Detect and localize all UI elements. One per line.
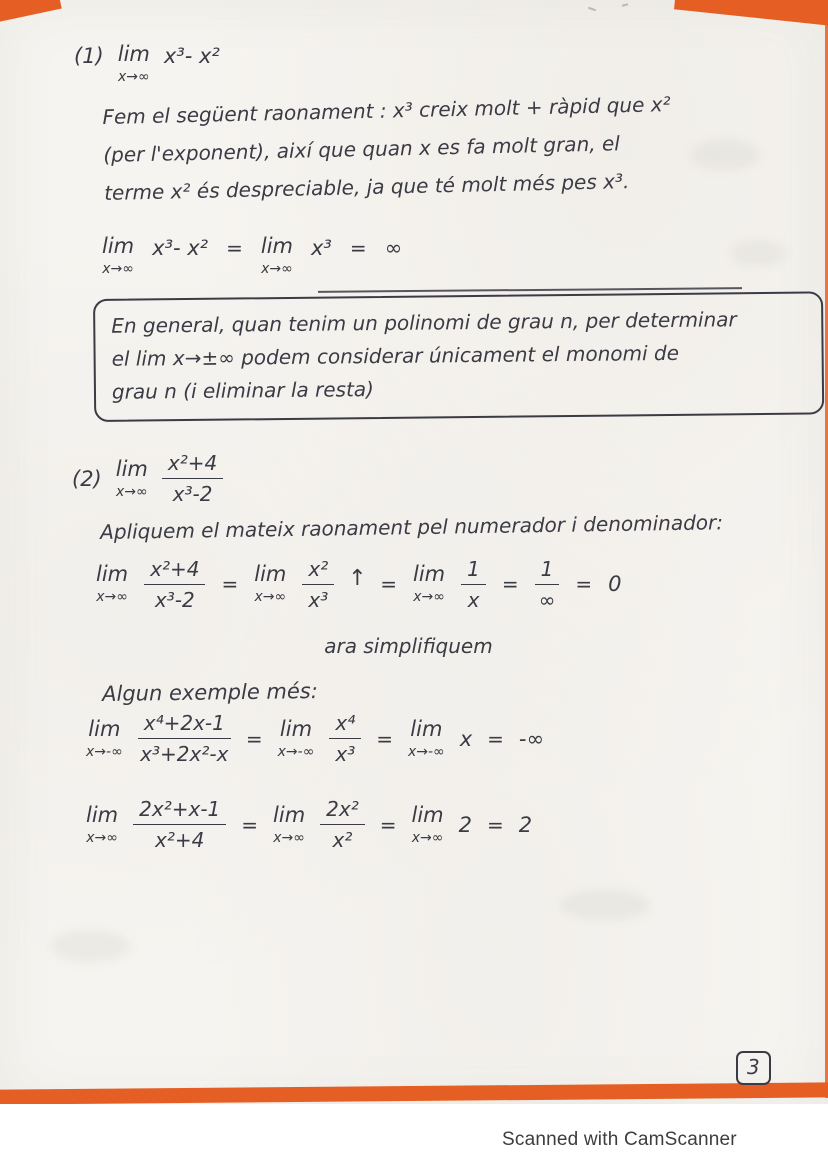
problem1-number: (1) [74, 44, 104, 68]
equals-sign: = [487, 812, 504, 837]
result: ∞ [384, 236, 403, 260]
lim-word: lim [413, 562, 446, 586]
fraction [133, 798, 226, 851]
lim-word: lim [102, 234, 135, 258]
problem2-heading [72, 452, 223, 505]
fraction [329, 712, 361, 765]
expression: x³ [311, 236, 332, 260]
lim-word: lim [96, 562, 129, 586]
fraction-numerator: 1 [535, 558, 560, 585]
fraction-numerator: 2x² [320, 798, 365, 825]
fraction-numerator: 2x²+x-1 [133, 798, 226, 825]
limit-block [96, 564, 128, 604]
lim-word: lim [115, 456, 148, 481]
equals-sign: = [487, 726, 504, 751]
lim-word: lim [88, 716, 121, 741]
limit-block [115, 456, 148, 500]
fraction-numerator: x²+4 [144, 558, 205, 585]
fraction [320, 798, 365, 851]
problem1-heading [74, 44, 220, 84]
lim-word: lim [86, 802, 119, 827]
limit-block [86, 802, 119, 846]
fraction-denominator: ∞ [538, 587, 556, 612]
limit-block [413, 564, 445, 604]
fraction [162, 452, 223, 505]
lim-subscript: x→∞ [115, 483, 148, 500]
lim-subscript: x→-∞ [407, 743, 445, 760]
fraction-numerator: x² [302, 558, 334, 585]
limit-block [261, 236, 293, 276]
expression: 2 [458, 812, 473, 837]
equals-sign: = [380, 572, 398, 596]
problem2-intro: Apliquem el mateix raonament pel numerador i denominador: [100, 510, 724, 544]
page-number: 3 [747, 1055, 760, 1079]
lim-subscript: x→-∞ [86, 743, 123, 760]
reasoning-line: (per l'exponent), així que quan x es fa molt gran, el [103, 131, 621, 167]
fraction-denominator: x² [332, 828, 353, 852]
lim-subscript: x→∞ [117, 69, 150, 85]
reasoning-line: Fem el següent raonament : x³ creix molt + ràpid que x² [102, 92, 671, 129]
more-examples-label: Algun exemple més: [102, 678, 319, 706]
lim-subscript: x→∞ [261, 261, 293, 277]
equals-sign: = [226, 236, 243, 260]
limit-block [277, 716, 315, 760]
scan-artifact [730, 240, 785, 266]
limit-block [254, 564, 286, 604]
equals-sign: = [349, 236, 367, 260]
problem2-work-line [96, 556, 622, 658]
fraction-denominator: x³-2 [154, 587, 195, 612]
scan-edge-top-left [0, 0, 62, 23]
limit-block [102, 236, 134, 276]
equals-sign: = [376, 726, 393, 751]
result: -∞ [518, 726, 544, 751]
lim-word: lim [410, 716, 443, 741]
camscanner-footer-text: Scanned with CamScanner [502, 1129, 737, 1150]
fraction-numerator: x²+4 [162, 452, 223, 479]
scan-artifact [588, 7, 596, 12]
fraction-denominator: x²+4 [155, 828, 205, 852]
general-rule-box [93, 291, 824, 422]
example1-line [86, 712, 544, 765]
lim-subscript: x→∞ [102, 261, 134, 277]
equals-sign: = [241, 812, 259, 837]
result: 2 [518, 812, 533, 837]
fraction [138, 712, 231, 765]
equals-sign: = [575, 572, 593, 596]
note-line: En general, quan tenim un polinomi de grau n, per determinar [111, 307, 737, 338]
lim-word: lim [260, 234, 293, 258]
fraction-denominator: x [467, 587, 480, 612]
note-line: grau n (i eliminar la resta) [111, 377, 375, 404]
lim-subscript: x→∞ [413, 589, 445, 605]
scan-edge-bottom [0, 1082, 828, 1104]
reasoning-line: terme x² és despreciable, ja que té molt més pes x³. [103, 169, 630, 205]
fraction [144, 558, 205, 611]
problem1-work-line [102, 236, 402, 276]
limit-block [407, 716, 445, 760]
scan-artifact [622, 3, 628, 6]
lim-word: lim [117, 42, 150, 66]
fraction [302, 558, 334, 611]
result: 0 [608, 572, 622, 596]
up-arrow-icon: ↑ [348, 566, 367, 591]
note-line: el lim x→±∞ podem considerar únicament el monomi de [111, 340, 680, 371]
lim-subscript: x→∞ [86, 829, 118, 846]
scan-artifact [560, 890, 650, 920]
fraction-denominator: x³+2x²-x [140, 742, 229, 766]
scan-artifact [50, 930, 130, 962]
limit-block [118, 44, 150, 84]
equals-sign: = [245, 726, 263, 751]
lim-subscript: x→∞ [96, 589, 128, 605]
lim-subscript: x→∞ [411, 829, 444, 846]
scan-edge-top-right [674, 0, 828, 27]
lim-subscript: x→-∞ [277, 743, 315, 760]
problem2-number: (2) [72, 466, 102, 491]
lim-word: lim [273, 802, 306, 827]
lim-word: lim [411, 802, 444, 827]
limit-block [86, 716, 123, 760]
camscanner-footer [0, 1104, 828, 1171]
limit-block [411, 802, 444, 846]
lim-word: lim [254, 562, 287, 586]
simplify-annotation-text: ara simplifiquem [324, 634, 493, 658]
page-number-badge [736, 1051, 771, 1085]
equals-sign: = [379, 812, 397, 837]
lim-subscript: x→∞ [273, 829, 305, 846]
fraction-numerator: x⁴ [329, 712, 361, 739]
fraction-denominator: x³-2 [172, 482, 213, 506]
fraction-denominator: x³ [335, 742, 356, 766]
expression: x³- x² [152, 236, 209, 260]
expression: x³- x² [163, 44, 220, 68]
expression: x [459, 726, 473, 751]
limit-block [273, 802, 306, 846]
lim-subscript: x→∞ [254, 589, 287, 605]
equals-sign: = [501, 572, 519, 596]
problem1-reasoning [102, 83, 784, 212]
fraction [535, 558, 560, 611]
fraction-denominator: x³ [308, 587, 329, 612]
fraction-numerator: 1 [461, 558, 486, 585]
fraction [461, 558, 486, 611]
fraction-numerator: x⁴+2x-1 [138, 712, 231, 739]
equals-sign: = [221, 572, 239, 596]
example2-line [86, 798, 532, 851]
lim-word: lim [279, 716, 313, 741]
